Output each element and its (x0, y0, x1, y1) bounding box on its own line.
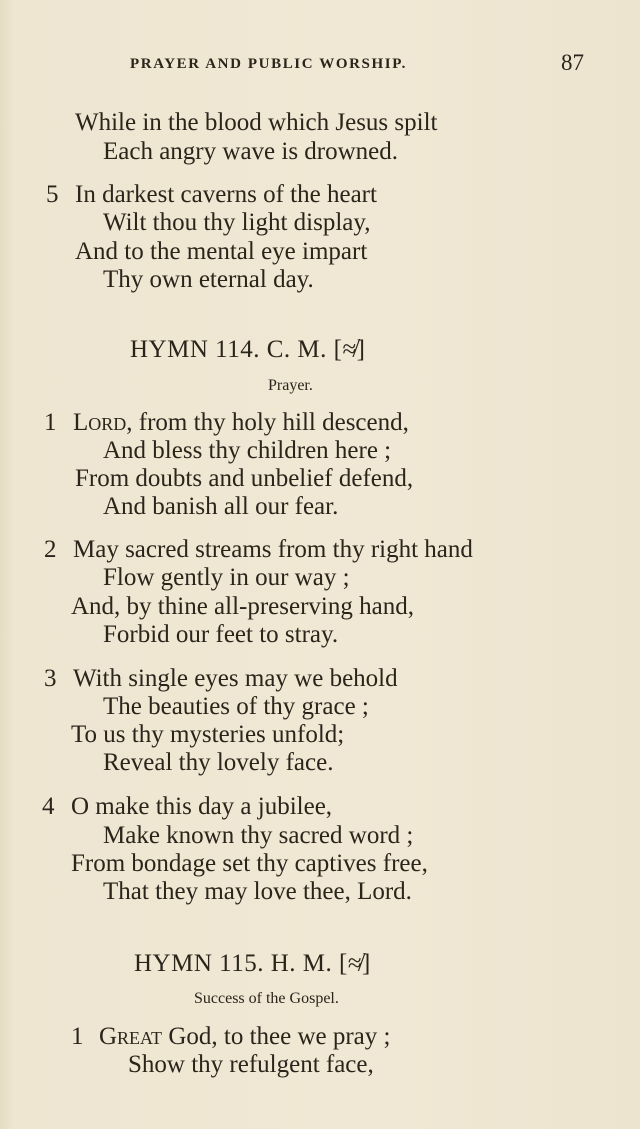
verse-line: Make known thy sacred word ; (103, 822, 414, 849)
verse-line: Flow gently in our way ; (103, 564, 350, 591)
stanza-number: 5 (46, 181, 59, 208)
verse-line: And to the mental eye impart (75, 238, 368, 265)
running-head: PRAYER AND PUBLIC WORSHIP. (130, 56, 407, 72)
hymn-subtitle: Success of the Gospel. (194, 990, 339, 1007)
verse-line: In darkest caverns of the heart (75, 181, 377, 208)
verse-line (99, 1022, 390, 1051)
verse-line-rest: God, to thee we pray ; (162, 1023, 391, 1050)
verse-line: With single eyes may we behold (73, 665, 398, 692)
stanza-number: 2 (44, 536, 57, 563)
verse-line: From doubts and unbelief defend, (75, 465, 414, 492)
verse-line: From bondage set thy captives free, (71, 850, 428, 877)
small-caps-word: Great (99, 1023, 163, 1050)
verse-line: Wilt thou thy light display, (103, 209, 371, 236)
stanza-number: 3 (44, 665, 57, 692)
verse-line: Reveal thy lovely face. (103, 749, 334, 776)
verse-line: And, by thine all-preserving hand, (71, 593, 414, 620)
hymn-subtitle: Prayer. (268, 377, 313, 394)
verse-line: The beauties of thy grace ; (103, 693, 369, 720)
small-caps-word: Lord, (73, 409, 133, 436)
verse-line: Each angry wave is drowned. (103, 138, 399, 165)
verse-line: To us thy mysteries unfold; (71, 721, 345, 748)
hymn-heading: HYMN 114. C. M. [≉] (130, 336, 366, 363)
stanza-number: 1 (71, 1023, 84, 1050)
verse-line-rest: from thy holy hill descend, (132, 409, 409, 436)
verse-line: And banish all our fear. (103, 493, 339, 520)
hymn-heading: HYMN 115. H. M. [≉] (134, 950, 371, 977)
verse-line (73, 408, 409, 437)
verse-line: While in the blood which Jesus spilt (75, 109, 438, 136)
verse-line: That they may love thee, Lord. (103, 878, 412, 905)
verse-line: And bless thy children here ; (103, 437, 392, 464)
verse-line: May sacred streams from thy right hand (73, 536, 473, 563)
verse-line: Show thy refulgent face, (128, 1051, 374, 1078)
verse-line: O make this day a jubilee, (71, 793, 333, 820)
stanza-number: 1 (44, 409, 57, 436)
page-number: 87 (561, 50, 584, 75)
stanza-number: 4 (42, 793, 55, 820)
verse-line: Thy own eternal day. (103, 266, 314, 293)
verse-line: Forbid our feet to stray. (103, 621, 339, 648)
